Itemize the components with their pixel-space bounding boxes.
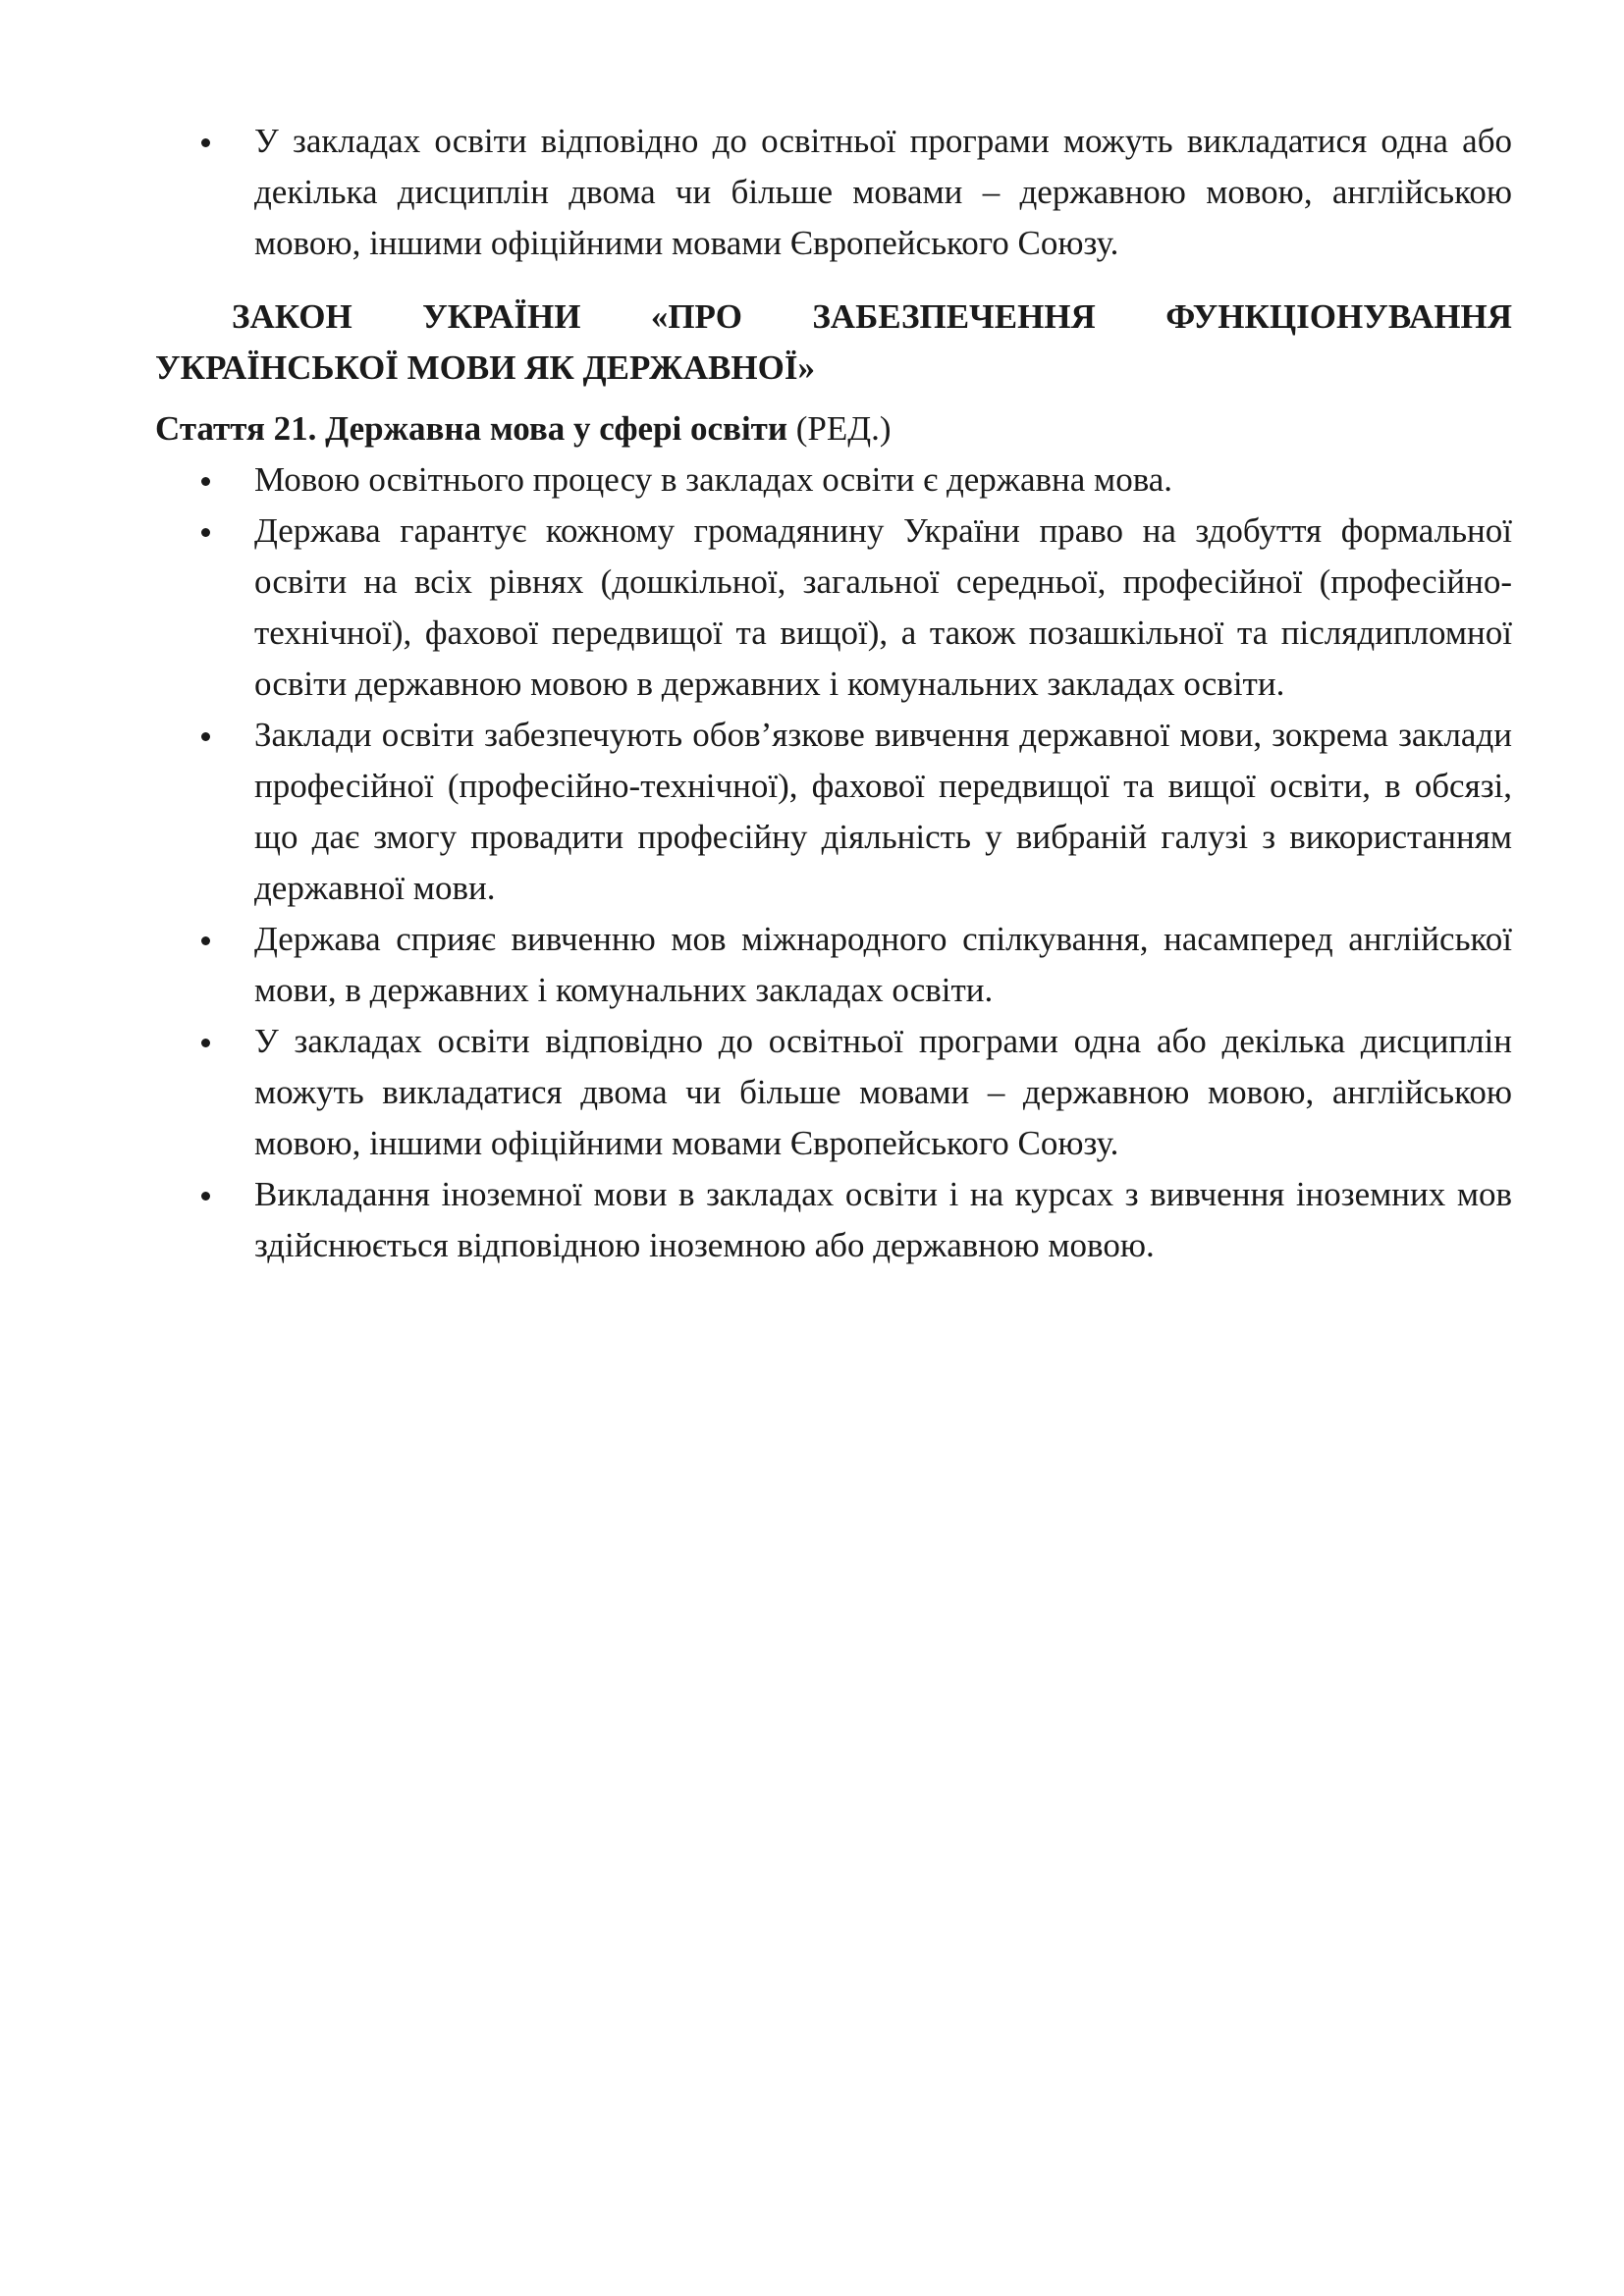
bullet-icon [201, 1192, 210, 1201]
page-content [155, 116, 1512, 1271]
article-title: Стаття 21. Державна мова у сфері освіти [155, 409, 788, 448]
law-heading: ЗАКОН УКРАЇНИ «ПРО ЗАБЕЗПЕЧЕННЯ ФУНКЦІОНУВАННЯ УКРАЇНСЬКОЇ МОВИ ЯК ДЕРЖАВНОЇ» [155, 297, 1512, 387]
article-heading [155, 403, 1512, 454]
bullet-icon [201, 732, 210, 741]
intro-list [155, 116, 1512, 269]
list-item-text: У закладах освіти відповідно до освітньої програми можуть викладатися одна або декілька дисциплін двома чи більше мовами – державною мовою, англійською мовою, іншими офіційними мовами Європейського Союзу. [254, 122, 1512, 262]
list-item-text: Держава сприяє вивченню мов міжнародного спілкування, насамперед англійської мови, в державних і комунальних закладах освіти. [254, 920, 1512, 1009]
list-item [155, 1169, 1512, 1271]
list-item-text: У закладах освіти відповідно до освітньої програми одна або декілька дисциплін можуть викладатися двома чи більше мовами – державною мовою, англійською мовою, іншими офіційними мовами Європейського Союзу. [254, 1022, 1512, 1162]
list-item [155, 914, 1512, 1016]
article-list [155, 454, 1512, 1271]
bullet-icon [201, 1039, 210, 1047]
bullet-icon [201, 477, 210, 486]
list-item-text: Викладання іноземної мови в закладах освіти і на курсах з вивчення іноземних мов здійснюється відповідною іноземною або державною мовою. [254, 1175, 1512, 1264]
bullet-icon [201, 528, 210, 537]
list-item [155, 506, 1512, 710]
bullet-icon [201, 936, 210, 945]
list-item-text: Мовою освітнього процесу в закладах освіти є державна мова. [254, 460, 1173, 499]
list-item [155, 710, 1512, 914]
list-item [155, 1016, 1512, 1169]
list-item [155, 116, 1512, 269]
list-item-text: Заклади освіти забезпечують обов’язкове вивчення державної мови, зокрема заклади професійної (професійно-технічної), фахової передвищої та вищої освіти, в обсязі, що дає змогу провадити професійну діяльність у вибраній галузі з використанням державної мови. [254, 716, 1512, 907]
article-note: (РЕД.) [795, 409, 892, 448]
list-item-text: Держава гарантує кожному громадянину України право на здобуття формальної освіти на всіх рівнях (дошкільної, загальної середньої, професійної (професійно-технічної), фахової передвищої та вищої), а також позашкільної та післядипломної освіти державною мовою в державних і комунальних закладах освіти. [254, 511, 1512, 703]
bullet-icon [201, 138, 210, 147]
list-item [155, 454, 1512, 506]
